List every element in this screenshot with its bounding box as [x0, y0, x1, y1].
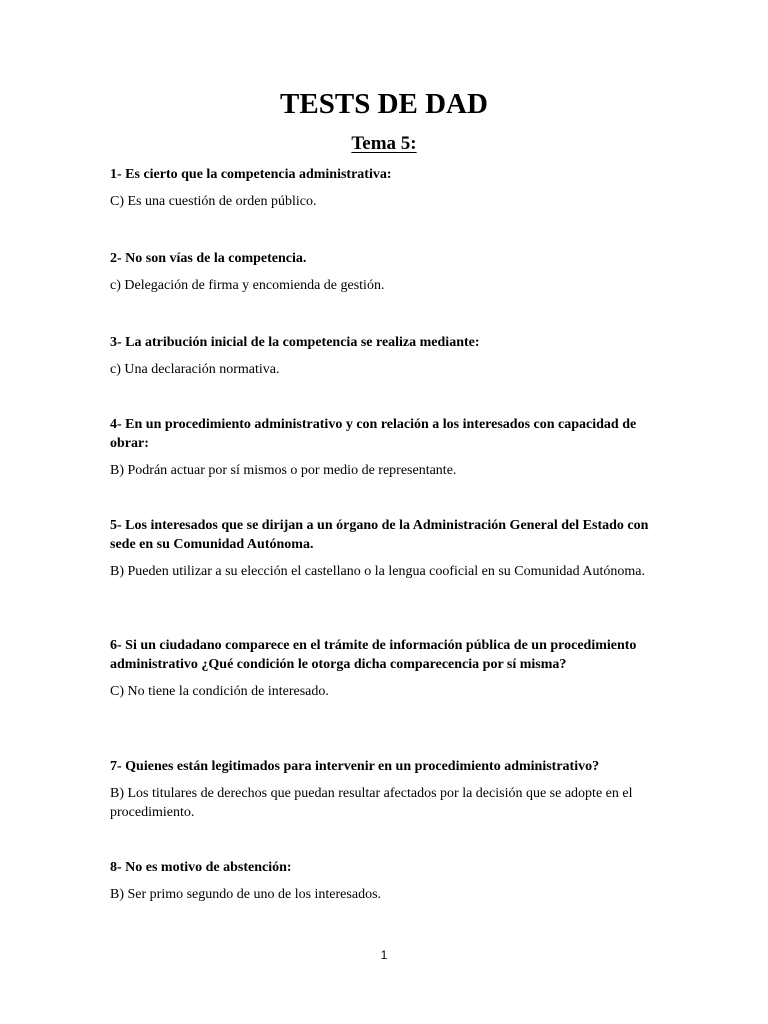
question-text: 6- Si un ciudadano comparece en el trámite de información pública de un procedimiento administrativo ¿Qué condición le otorga dicha comparecencia por sí misma? [110, 638, 637, 672]
question-text: 1- Es cierto que la competencia administrativa: [110, 167, 392, 182]
answer-text: c) Una declaración normativa. [110, 362, 280, 377]
document-subtitle: Tema 5: [351, 133, 417, 154]
answer-text: B) Pueden utilizar a su elección el castellano o la lengua cooficial en su Comunidad Autónoma. [110, 564, 645, 579]
question-text: 3- La atribución inicial de la competencia se realiza mediante: [110, 335, 480, 350]
question-block [110, 333, 665, 379]
answer-text: B) Ser primo segundo de uno de los interesados. [110, 887, 382, 902]
answer-text: C) No tiene la condición de interesado. [110, 684, 329, 699]
question-text: 5- Los interesados que se dirijan a un órgano de la Administración General del Estado con sede en su Comunidad Autónoma. [110, 518, 649, 552]
question-block [110, 636, 665, 701]
answer-text: B) Los titulares de derechos que puedan resultar afectados por la decisión que se adopte en el procedimiento. [110, 786, 633, 820]
question-block [110, 858, 665, 904]
question-block [110, 249, 665, 295]
question-text: 2- No son vías de la competencia. [110, 251, 307, 266]
question-block [110, 165, 665, 211]
question-text: 8- No es motivo de abstención: [110, 860, 292, 875]
answer-text: B) Podrán actuar por sí mismos o por medio de representante. [110, 463, 457, 478]
page-number: 1 [380, 948, 388, 962]
question-text: 7- Quienes están legitimados para intervenir en un procedimiento administrativo? [110, 759, 600, 774]
question-text: 4- En un procedimiento administrativo y con relación a los interesados con capacidad de obrar: [110, 417, 637, 451]
document-title: TESTS DE DAD [280, 88, 488, 120]
answer-text: C) Es una cuestión de orden público. [110, 194, 317, 209]
question-block [110, 757, 665, 822]
question-block [110, 516, 665, 581]
answer-text: c) Delegación de firma y encomienda de gestión. [110, 278, 385, 293]
question-block [110, 415, 665, 480]
